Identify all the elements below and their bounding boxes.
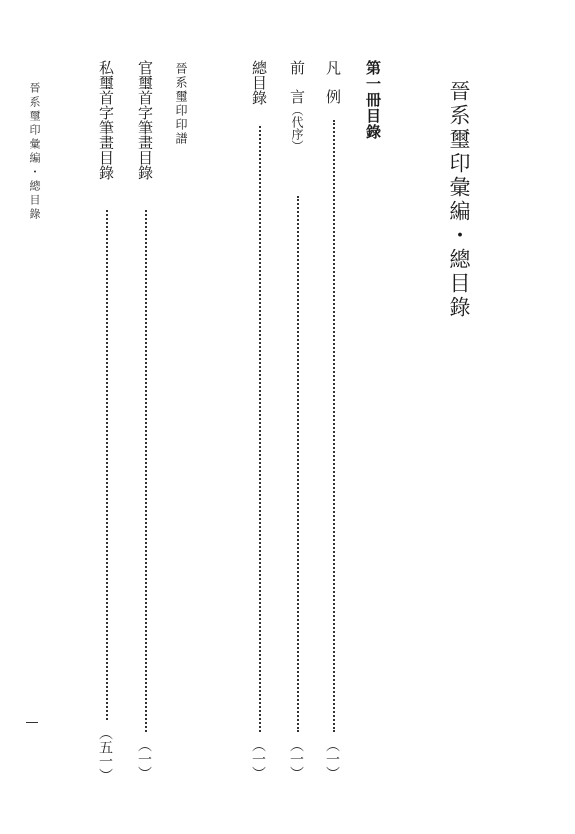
toc-entry-sixi[interactable]: 私璽首字筆畫目錄 bbox=[97, 60, 115, 180]
toc-entry-label: 例 bbox=[324, 89, 342, 104]
leader-dots bbox=[145, 210, 147, 732]
toc-entry-guanxi[interactable]: 官璽首字筆畫目錄 bbox=[136, 60, 154, 180]
toc-entry-qianyan[interactable] bbox=[289, 60, 305, 152]
toc-page-number: （五一） bbox=[97, 726, 113, 782]
folio-mark bbox=[26, 722, 38, 723]
toc-entry-note: （代序） bbox=[290, 104, 304, 152]
toc-page-number: （一） bbox=[250, 738, 266, 780]
toc-page-number: （一） bbox=[324, 738, 340, 780]
toc-page-number: （一） bbox=[136, 738, 152, 780]
leader-dots bbox=[259, 126, 261, 732]
leader-dots bbox=[106, 210, 108, 720]
toc-entry-zongmulu[interactable]: 總目錄 bbox=[250, 60, 268, 105]
leader-dots bbox=[333, 120, 335, 732]
toc-entry-label: 凡 bbox=[324, 60, 342, 75]
section-heading: 第一冊目錄 bbox=[364, 60, 382, 140]
toc-page-number: （一） bbox=[288, 738, 304, 780]
toc-entry-label: 言 bbox=[288, 89, 306, 104]
toc-entry-label: 前 bbox=[288, 60, 306, 75]
toc-entry-fanli[interactable] bbox=[325, 60, 341, 104]
page-title: 晉系璽印彙編・總目錄 bbox=[447, 80, 471, 320]
leader-dots bbox=[297, 196, 299, 732]
toc-subheading: 晉系璽印印譜 bbox=[174, 62, 188, 146]
running-header: 晉系璽印彙編・總目錄 bbox=[28, 82, 41, 222]
